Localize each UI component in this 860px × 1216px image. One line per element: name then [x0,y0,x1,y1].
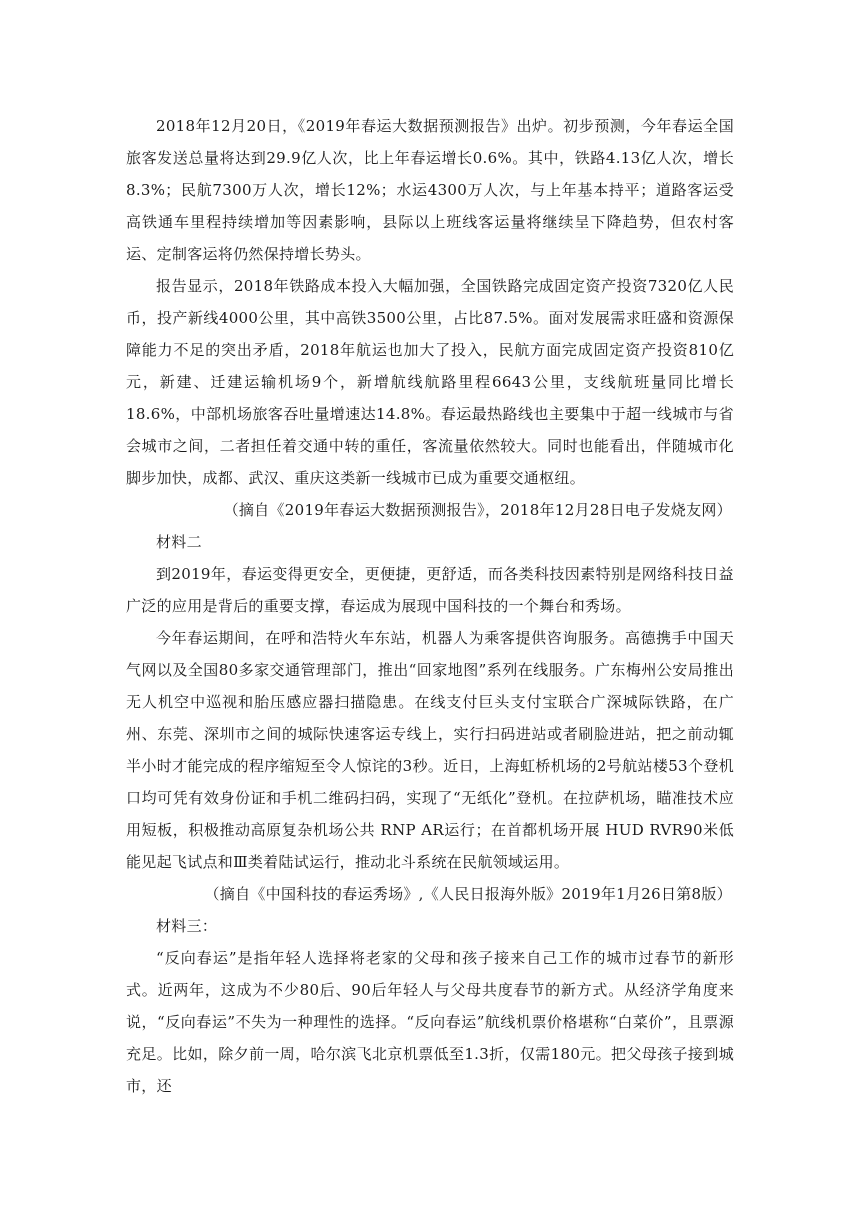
source-citation-2: （摘自《中国科技的春运秀场》,《人民日报海外版》2019年1月26日第8版） [204,885,732,903]
paragraph-forecast: 2018年12月20日，《2019年春运大数据预测报告》出炉。初步预测，今年春运全国旅客发送总量将达到29.9亿人次，比上年春运增长0.6%。其中，铁路4.13亿人次，增长8.3%；民航7300万人次，增长12%；水运4300万人次，与上年基本持平；道路客运受高铁通车里程持续增加等因素影响，县际以上班线客运量将继续呈下降趋势，但农村客运、定制客运将仍然保持增长势头。 [126,117,734,263]
source-citation-1: （摘自《2019年春运大数据预测报告》，2018年12月28日电子发烧友网） [223,501,732,519]
section-heading-material-3: 材料三： [156,917,218,935]
document-body [126,110,734,1102]
paragraph-reverse-travel: “反向春运”是指年轻人选择将老家的父母和孩子接来自己工作的城市过春节的新形式。近两年，这成为不少80后、90后年轻人与父母共度春节的新方式。从经济学角度来说，“反向春运”不失为一种理性的选择。“反向春运”航线机票价格堪称“白菜价”，且票源充足。比如，除夕前一周，哈尔滨飞北京机票低至1.3折，仅需180元。把父母孩子接到城市，还 [126,949,734,1095]
paragraph-investment: 报告显示，2018年铁路成本投入大幅加强，全国铁路完成固定资产投资7320亿人民币，投产新线4000公里，其中高铁3500公里，占比87.5%。面对发展需求旺盛和资源保障能力不足的突出矛盾，2018年航运也加大了投入，民航方面完成固定资产投资810亿元，新建、迁建运输机场9个，新增航线航路里程6643公里，支线航班量同比增长18.6%，中部机场旅客吞吐量增速达14.8%。春运最热路线也主要集中于超一线城市与省会城市之间，二者担任着交通中转的重任，客流量依然较大。同时也能看出，伴随城市化脚步加快，成都、武汉、重庆这类新一线城市已成为重要交通枢纽。 [126,277,734,487]
section-heading-material-2: 材料二 [156,533,202,551]
paragraph-tech-support: 到2019年，春运变得更安全，更便捷，更舒适，而各类科技因素特别是网络科技日益广泛的应用是背后的重要支撑，春运成为展现中国科技的一个舞台和秀场。 [126,565,734,615]
paragraph-tech-examples: 今年春运期间，在呼和浩特火车东站，机器人为乘客提供咨询服务。高德携手中国天气网以及全国80多家交通管理部门，推出“回家地图”系列在线服务。广东梅州公安局推出无人机空中巡视和胎压感应器扫描隐患。在线支付巨头支付宝联合广深城际铁路，在广州、东莞、深圳市之间的城际快速客运专线上，实行扫码进站或者刷脸进站，把之前动辄半小时才能完成的程序缩短至令人惊诧的3秒。近日，上海虹桥机场的2号航站楼53个登机口均可凭有效身份证和手机二维码扫码，实现了“无纸化”登机。在拉萨机场，瞄准技术应用短板，积极推动高原复杂机场公共 RNP AR运行；在首都机场开展 HUD RVR90米低能见起飞试点和Ⅲ类着陆试运行，推动北斗系统在民航领域运用。 [126,629,734,871]
